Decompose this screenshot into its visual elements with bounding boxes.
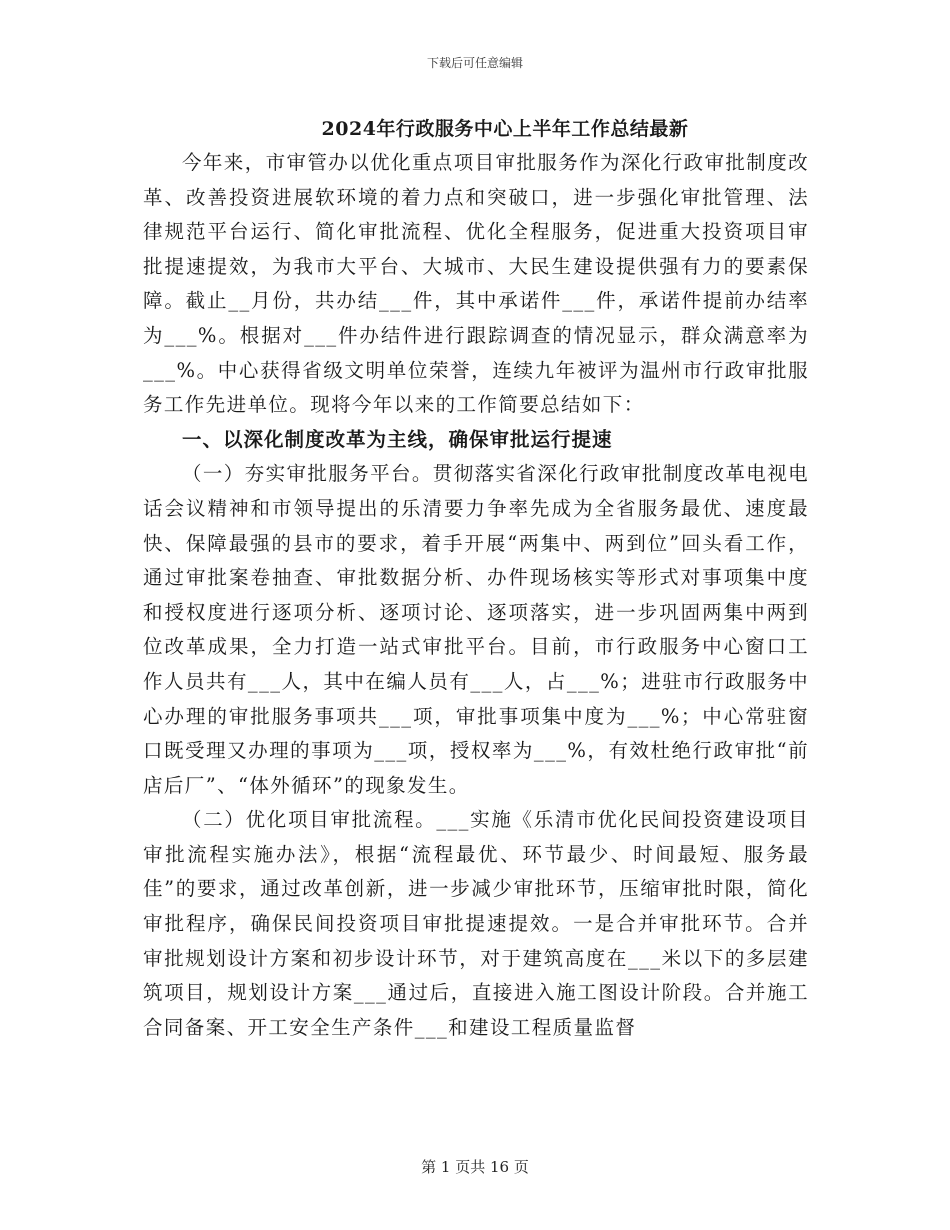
page-header: 下载后可任意编辑 bbox=[426, 56, 523, 70]
document-body bbox=[143, 146, 809, 1045]
document-title: 2024年行政服务中心上半年工作总结最新 bbox=[321, 118, 689, 140]
page-footer: 第 1 页共 16 页 bbox=[421, 1158, 529, 1176]
section-heading: 一、以深化制度改革为主线，确保审批运行提速 bbox=[182, 427, 613, 451]
paragraph-2: （二）优化项目审批流程。___实施《乐清市优化民间投资建设项目审批流程实施办法》，根据“流程最优、环节最少、时间最短、服务最佳”的要求，通过改革创新，进一步减少审批环节，压缩审批时限，简化审批程序，确保民间投资项目审批提速提效。一是合并审批环节。合并审批规划设计方案和初步设计环节，对于建筑高度在___米以下的多层建筑项目，规划设计方案___通过后，直接进入施工图设计阶段。合并施工合同备案、开工安全生产条件___和建设工程质量监督 bbox=[143, 808, 809, 1039]
paragraph-1: （一）夯实审批服务平台。贯彻落实省深化行政审批制度改革电视电话会议精神和市领导提出的乐清要力争率先成为全省服务最优、速度最快、保障最强的县市的要求，着手开展“两集中、两到位”回头看工作，通过审批案卷抽查、审批数据分析、办件现场核实等形式对事项集中度和授权度进行逐项分析、逐项讨论、逐项落实，进一步巩固两集中两到位改革成果，全力打造一站式审批平台。目前，市行政服务中心窗口工作人员共有___人，其中在编人员有___人，占___%；进驻市行政服务中心办理的审批服务事项共___项，审批事项集中度为___%；中心常驻窗口既受理又办理的事项为___项，授权率为___%，有效杜绝行政审批“前店后厂”、“体外循环”的现象发生。 bbox=[143, 462, 810, 797]
intro-paragraph: 今年来，市审管办以优化重点项目审批服务作为深化行政审批制度改革、改善投资进展软环境的着力点和突破口，进一步强化审批管理、法律规范平台运行、简化审批流程、优化全程服务，促进重大投资项目审批提速提效，为我市大平台、大城市、大民生建设提供强有力的要素保障。截止__月份，共办结___件，其中承诺件___件，承诺件提前办结率为___%。根据对___件办结件进行跟踪调查的情况显示，群众满意率为___%。中心获得省级文明单位荣誉，连续九年被评为温州市行政审批服务工作先进单位。现将今年以来的工作简要总结如下： bbox=[143, 151, 810, 417]
